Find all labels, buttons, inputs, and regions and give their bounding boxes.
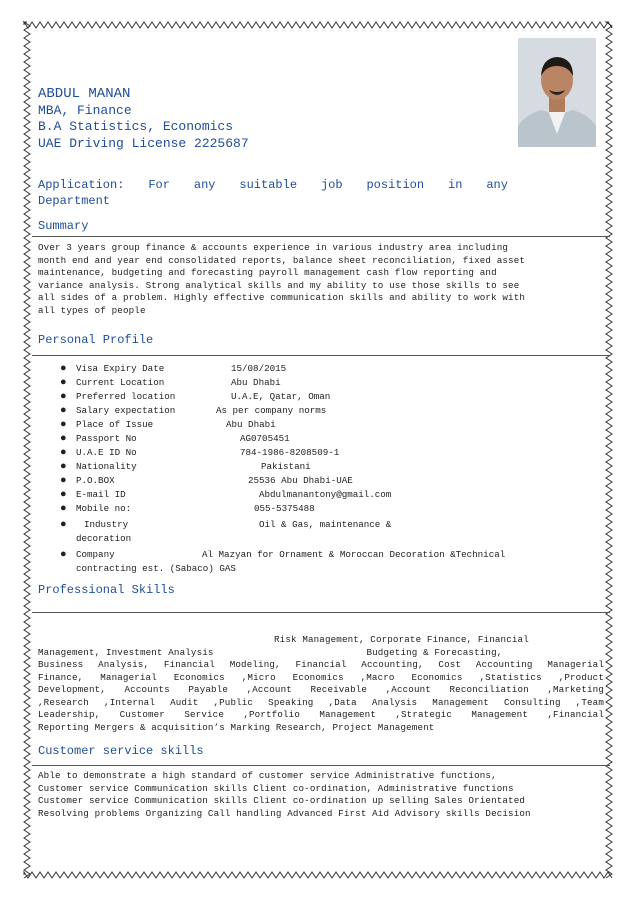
application-continuation: Department xyxy=(38,194,111,208)
summary-text xyxy=(38,242,604,317)
skills-line: Leadership, Customer Service ,Portfolio Management ,Strategic Management ,Financial xyxy=(38,709,604,720)
profile-label: U.A.E ID No xyxy=(76,447,137,458)
personal-profile-list xyxy=(40,362,580,576)
profile-value: Pakistani xyxy=(261,461,311,472)
profile-item xyxy=(40,418,580,432)
skills-line: Risk Management, Corporate Finance, Financial xyxy=(274,634,529,645)
profile-item xyxy=(40,474,580,488)
person-photo-icon xyxy=(518,38,596,147)
application-word: in xyxy=(448,178,463,192)
degree-mba: MBA, Finance xyxy=(38,102,132,118)
customer-line: Resolving problems Organizing Call handling Advanced First Aid Advisory skills Decision xyxy=(38,807,531,819)
customer-line: Able to demonstrate a high standard of customer service Administrative functions, xyxy=(38,770,497,781)
customer-service-text xyxy=(38,770,604,820)
summary-line: maintenance, budgeting and forecasting payroll management cash flow reporting and xyxy=(38,267,497,278)
skills-line: Development, Accounts Payable ,Account Receivable ,Account Reconciliation ,Marketing xyxy=(38,684,604,695)
profile-label: Industry xyxy=(84,519,129,530)
bullet-icon: ● xyxy=(60,519,67,531)
personal-profile-heading: Personal Profile xyxy=(38,333,154,347)
profile-label: Mobile no: xyxy=(76,503,132,514)
profile-item xyxy=(40,446,580,460)
bullet-icon: ● xyxy=(60,363,67,375)
profile-value-continuation: contracting est. (Sabaco) GAS xyxy=(76,563,236,574)
profile-value: 784-1986-8208509-1 xyxy=(240,447,340,458)
application-word: any xyxy=(193,178,216,192)
bullet-icon: ● xyxy=(60,419,67,431)
customer-service-heading: Customer service skills xyxy=(38,744,204,758)
profile-label: Salary expectation xyxy=(76,405,176,416)
profile-label: Current Location xyxy=(76,377,165,388)
bullet-icon: ● xyxy=(60,489,67,501)
summary-line: Over 3 years group finance & accounts experience in various industry area including xyxy=(38,242,509,253)
profile-item xyxy=(40,488,580,502)
bullet-icon: ● xyxy=(60,377,67,389)
skills-line: Finance, Managerial Economics ,Micro Economics ,Macro Economics ,Statistics ,Product xyxy=(38,671,604,683)
degree-ba: B.A Statistics, Economics xyxy=(38,119,234,134)
application-statement xyxy=(38,177,508,209)
profile-value: Al Mazyan for Ornament & Moroccan Decoration &Technical xyxy=(202,549,506,560)
profile-label: Place of Issue xyxy=(76,419,154,430)
profile-value: AG0705451 xyxy=(240,433,290,444)
profile-value: Abu Dhabi xyxy=(226,419,276,430)
skills-line: Business Analysis, Financial Modeling, Financial Accounting, Cost Accounting Managerial xyxy=(38,659,604,670)
profile-item xyxy=(40,404,580,418)
bullet-icon: ● xyxy=(60,433,67,445)
customer-line: Customer service Communication skills Client co-ordination, Administrative functions xyxy=(38,782,514,794)
professional-skills-heading: Professional Skills xyxy=(38,583,175,597)
profile-value-continuation: decoration xyxy=(76,533,132,544)
profile-item xyxy=(40,518,580,546)
summary-line: all sides of a problem. Highly effective communication skills and ability to work with xyxy=(38,292,526,303)
profile-item xyxy=(40,548,580,576)
profile-value: Oil & Gas, maintenance & xyxy=(259,519,392,530)
profile-item xyxy=(40,432,580,446)
driving-license: UAE Driving License 2225687 xyxy=(38,135,249,151)
profile-photo xyxy=(518,38,596,147)
skills-line: Reporting Mergers & acquisition’s Marking Research, Project Management xyxy=(38,721,435,733)
bullet-icon: ● xyxy=(60,461,67,473)
bullet-icon: ● xyxy=(60,475,67,487)
profile-label: Passport No xyxy=(76,433,137,444)
header-block xyxy=(38,86,249,152)
section-divider xyxy=(32,612,610,613)
profile-value: As per company norms xyxy=(216,405,327,416)
section-divider xyxy=(32,355,610,356)
profile-value: 055-5375488 xyxy=(254,503,315,514)
summary-line: month end and year end consolidated reports, balance sheet reconciliation, fixed asset xyxy=(38,254,526,266)
bullet-icon: ● xyxy=(60,447,67,459)
application-word: job xyxy=(320,178,343,192)
profile-item xyxy=(40,376,580,390)
profile-item xyxy=(40,362,580,376)
customer-line: Customer service Communication skills Client co-ordination up selling Sales Orientated xyxy=(38,795,526,806)
profile-value: 25536 Abu Dhabi-UAE xyxy=(248,475,353,486)
profile-value: Abu Dhabi xyxy=(231,377,281,388)
profile-label: Preferred location xyxy=(76,391,176,402)
profile-item xyxy=(40,390,580,404)
summary-heading: Summary xyxy=(38,219,89,233)
bullet-icon: ● xyxy=(60,503,67,515)
application-word: suitable xyxy=(239,178,298,192)
application-word: For xyxy=(148,178,170,192)
application-label: Application: xyxy=(38,178,125,192)
profile-label: Nationality xyxy=(76,461,137,472)
section-divider xyxy=(32,236,610,237)
bullet-icon: ● xyxy=(60,549,67,561)
summary-line: all types of people xyxy=(38,304,146,316)
skills-line: ,Research ,Internal Audit ,Public Speaking ,Data Analysis Management Consulting ,Team xyxy=(38,696,604,708)
section-divider xyxy=(32,765,610,766)
profile-value: Abdulmanantony@gmail.com xyxy=(259,489,392,500)
bullet-icon: ● xyxy=(60,405,67,417)
application-row xyxy=(38,177,508,193)
application-word: position xyxy=(366,178,425,192)
profile-label: P.O.BOX xyxy=(76,475,115,486)
profile-label: E-mail ID xyxy=(76,489,126,500)
profile-label: Company xyxy=(76,549,115,560)
skills-line: Management, Investment Analysis Budgeting & Forecasting, xyxy=(38,646,503,658)
profile-item xyxy=(40,460,580,474)
summary-line: variance analysis. Strong analytical skills and my ability to use those skills to see xyxy=(38,279,520,291)
application-word: any xyxy=(486,178,508,192)
skills-text xyxy=(38,634,604,734)
profile-item xyxy=(40,502,580,516)
profile-value: 15/08/2015 xyxy=(231,363,287,374)
profile-value: U.A.E, Qatar, Oman xyxy=(231,391,331,402)
profile-label: Visa Expiry Date xyxy=(76,363,165,374)
bullet-icon: ● xyxy=(60,391,67,403)
applicant-name: ABDUL MANAN xyxy=(38,86,131,102)
